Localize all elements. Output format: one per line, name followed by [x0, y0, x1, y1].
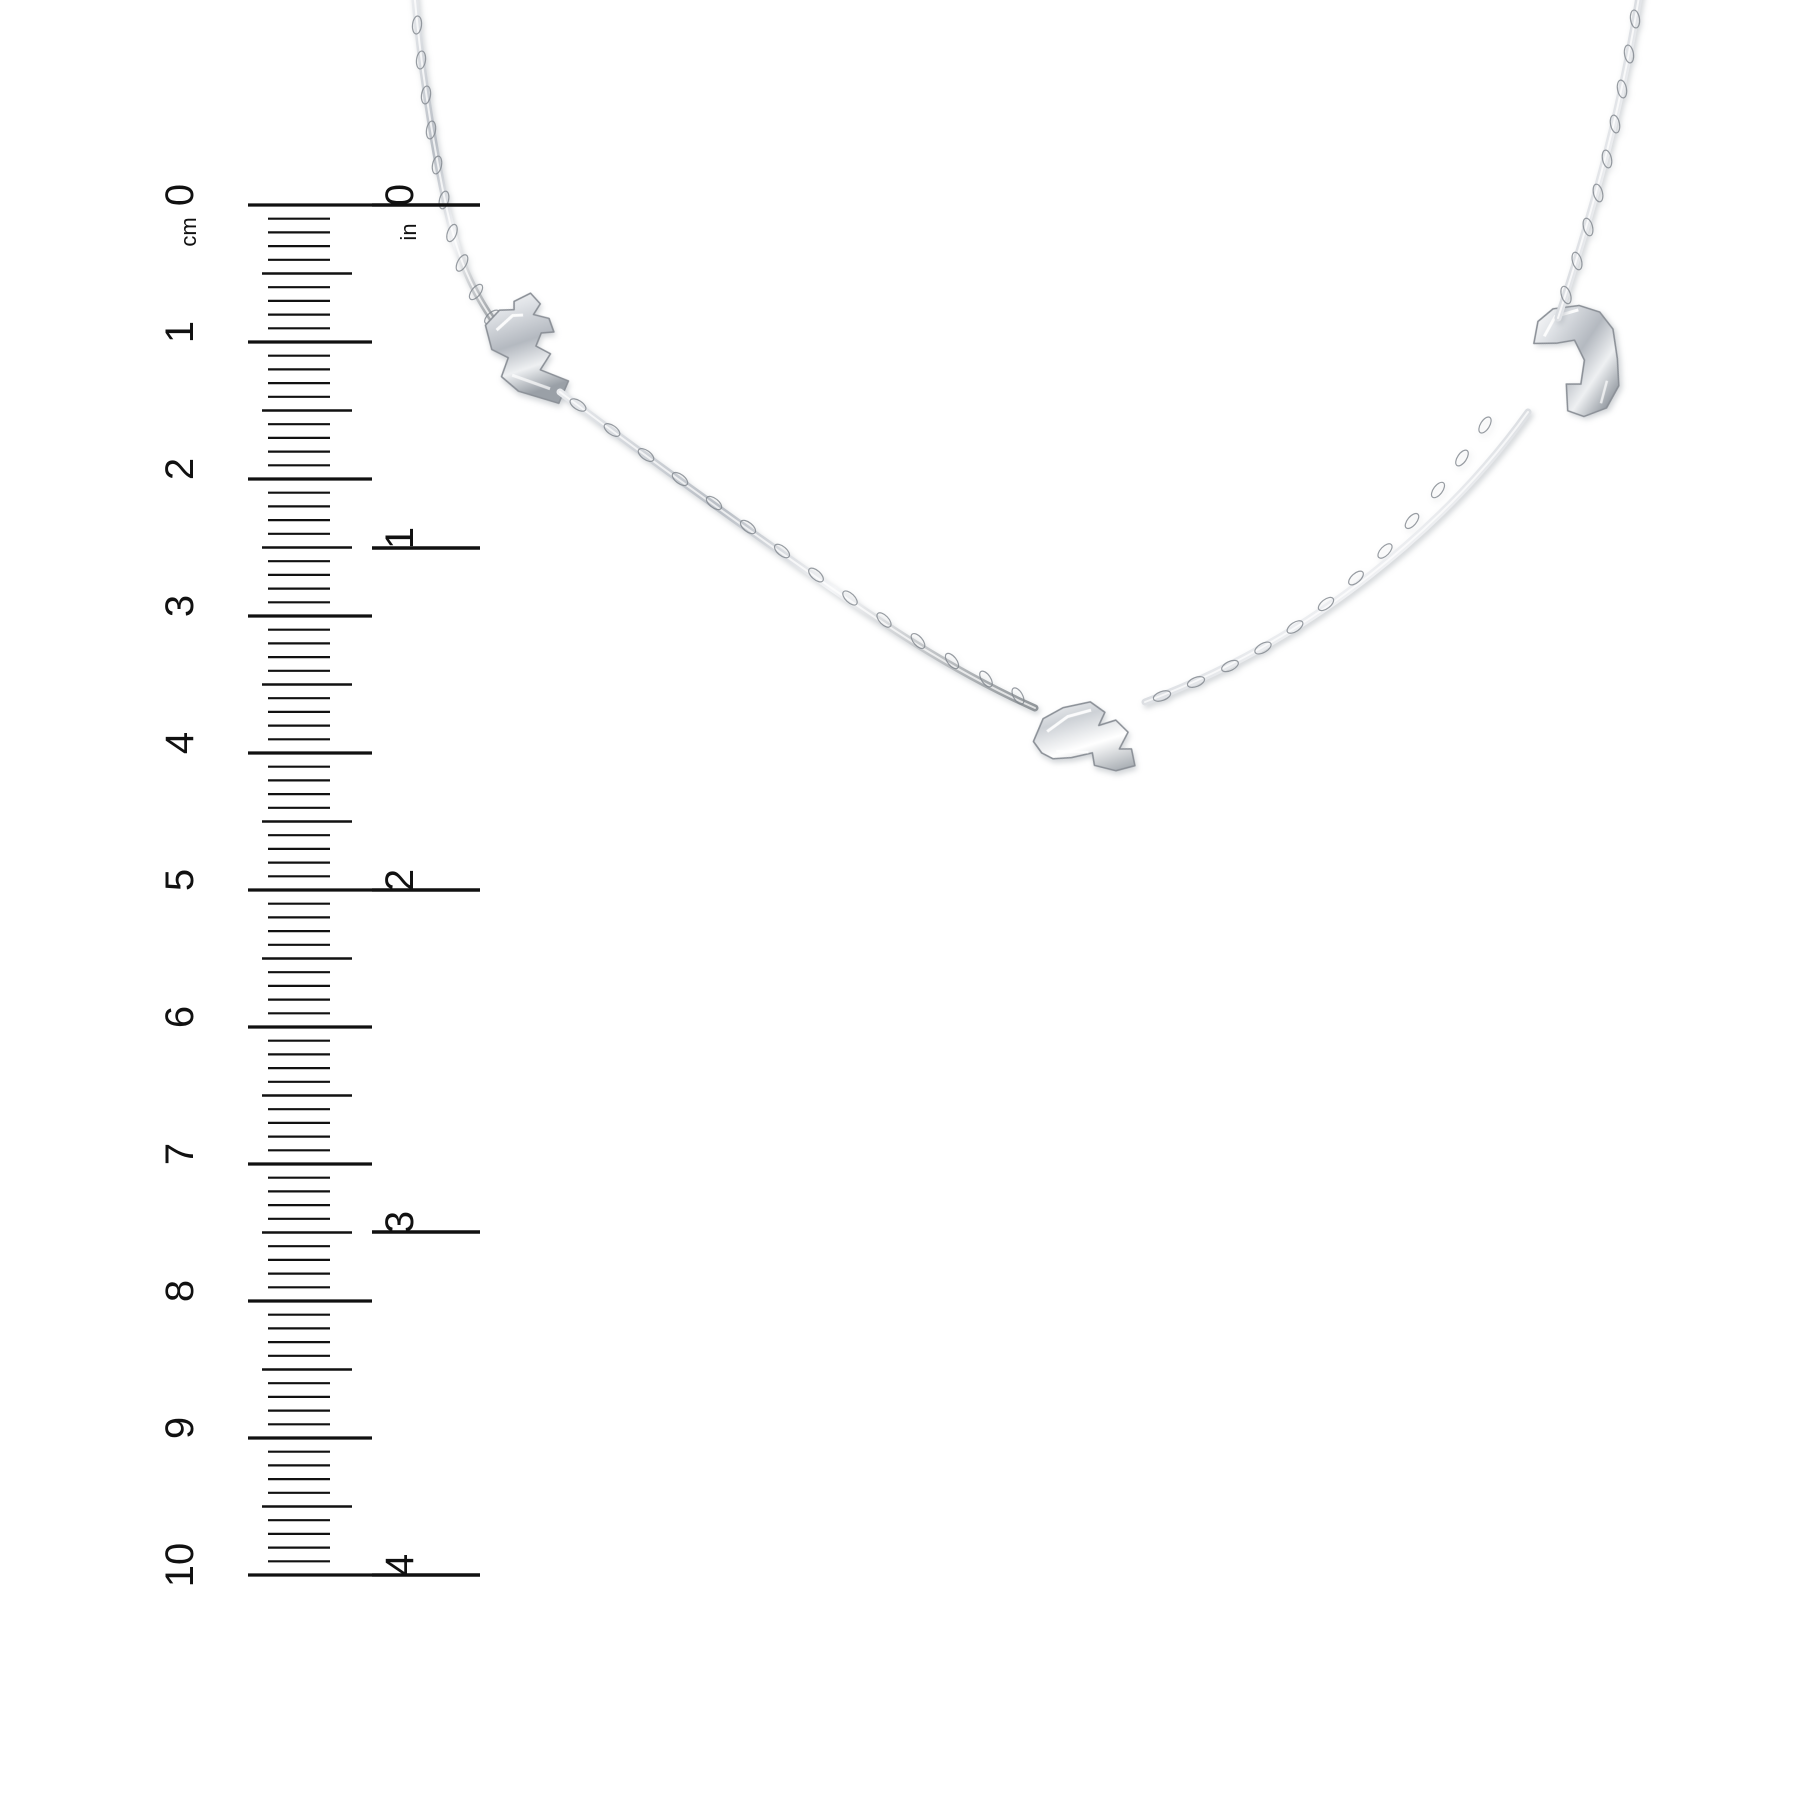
ruler-in-label-3: 3	[378, 1210, 422, 1234]
ruler-cm-label-3: 3	[158, 594, 202, 618]
ruler-cm-label-2: 2	[158, 457, 202, 481]
ruler-cm-label-7: 7	[158, 1142, 202, 1166]
ruler-in-label-0: 0	[378, 183, 422, 207]
ruler-in-label-4: 4	[378, 1553, 422, 1577]
ruler-cm-label-6: 6	[158, 1005, 202, 1029]
ruler-in-label-2: 2	[378, 868, 422, 892]
ruler-cm-label-5: 5	[158, 868, 202, 892]
ruler-cm-label-4: 4	[158, 731, 202, 755]
ruler-cm-label-1: 1	[158, 320, 202, 344]
ruler-cm-unit: cm	[176, 217, 201, 247]
ruler-in-unit: in	[396, 223, 421, 241]
ruler-cm-label-8: 8	[158, 1279, 202, 1303]
ruler-cm-label-9: 9	[158, 1416, 202, 1440]
ruler-cm-label-0: 0	[158, 183, 202, 207]
ruler-cm-label-10: 10	[158, 1542, 202, 1588]
ruler-in-label-1: 1	[378, 526, 422, 550]
